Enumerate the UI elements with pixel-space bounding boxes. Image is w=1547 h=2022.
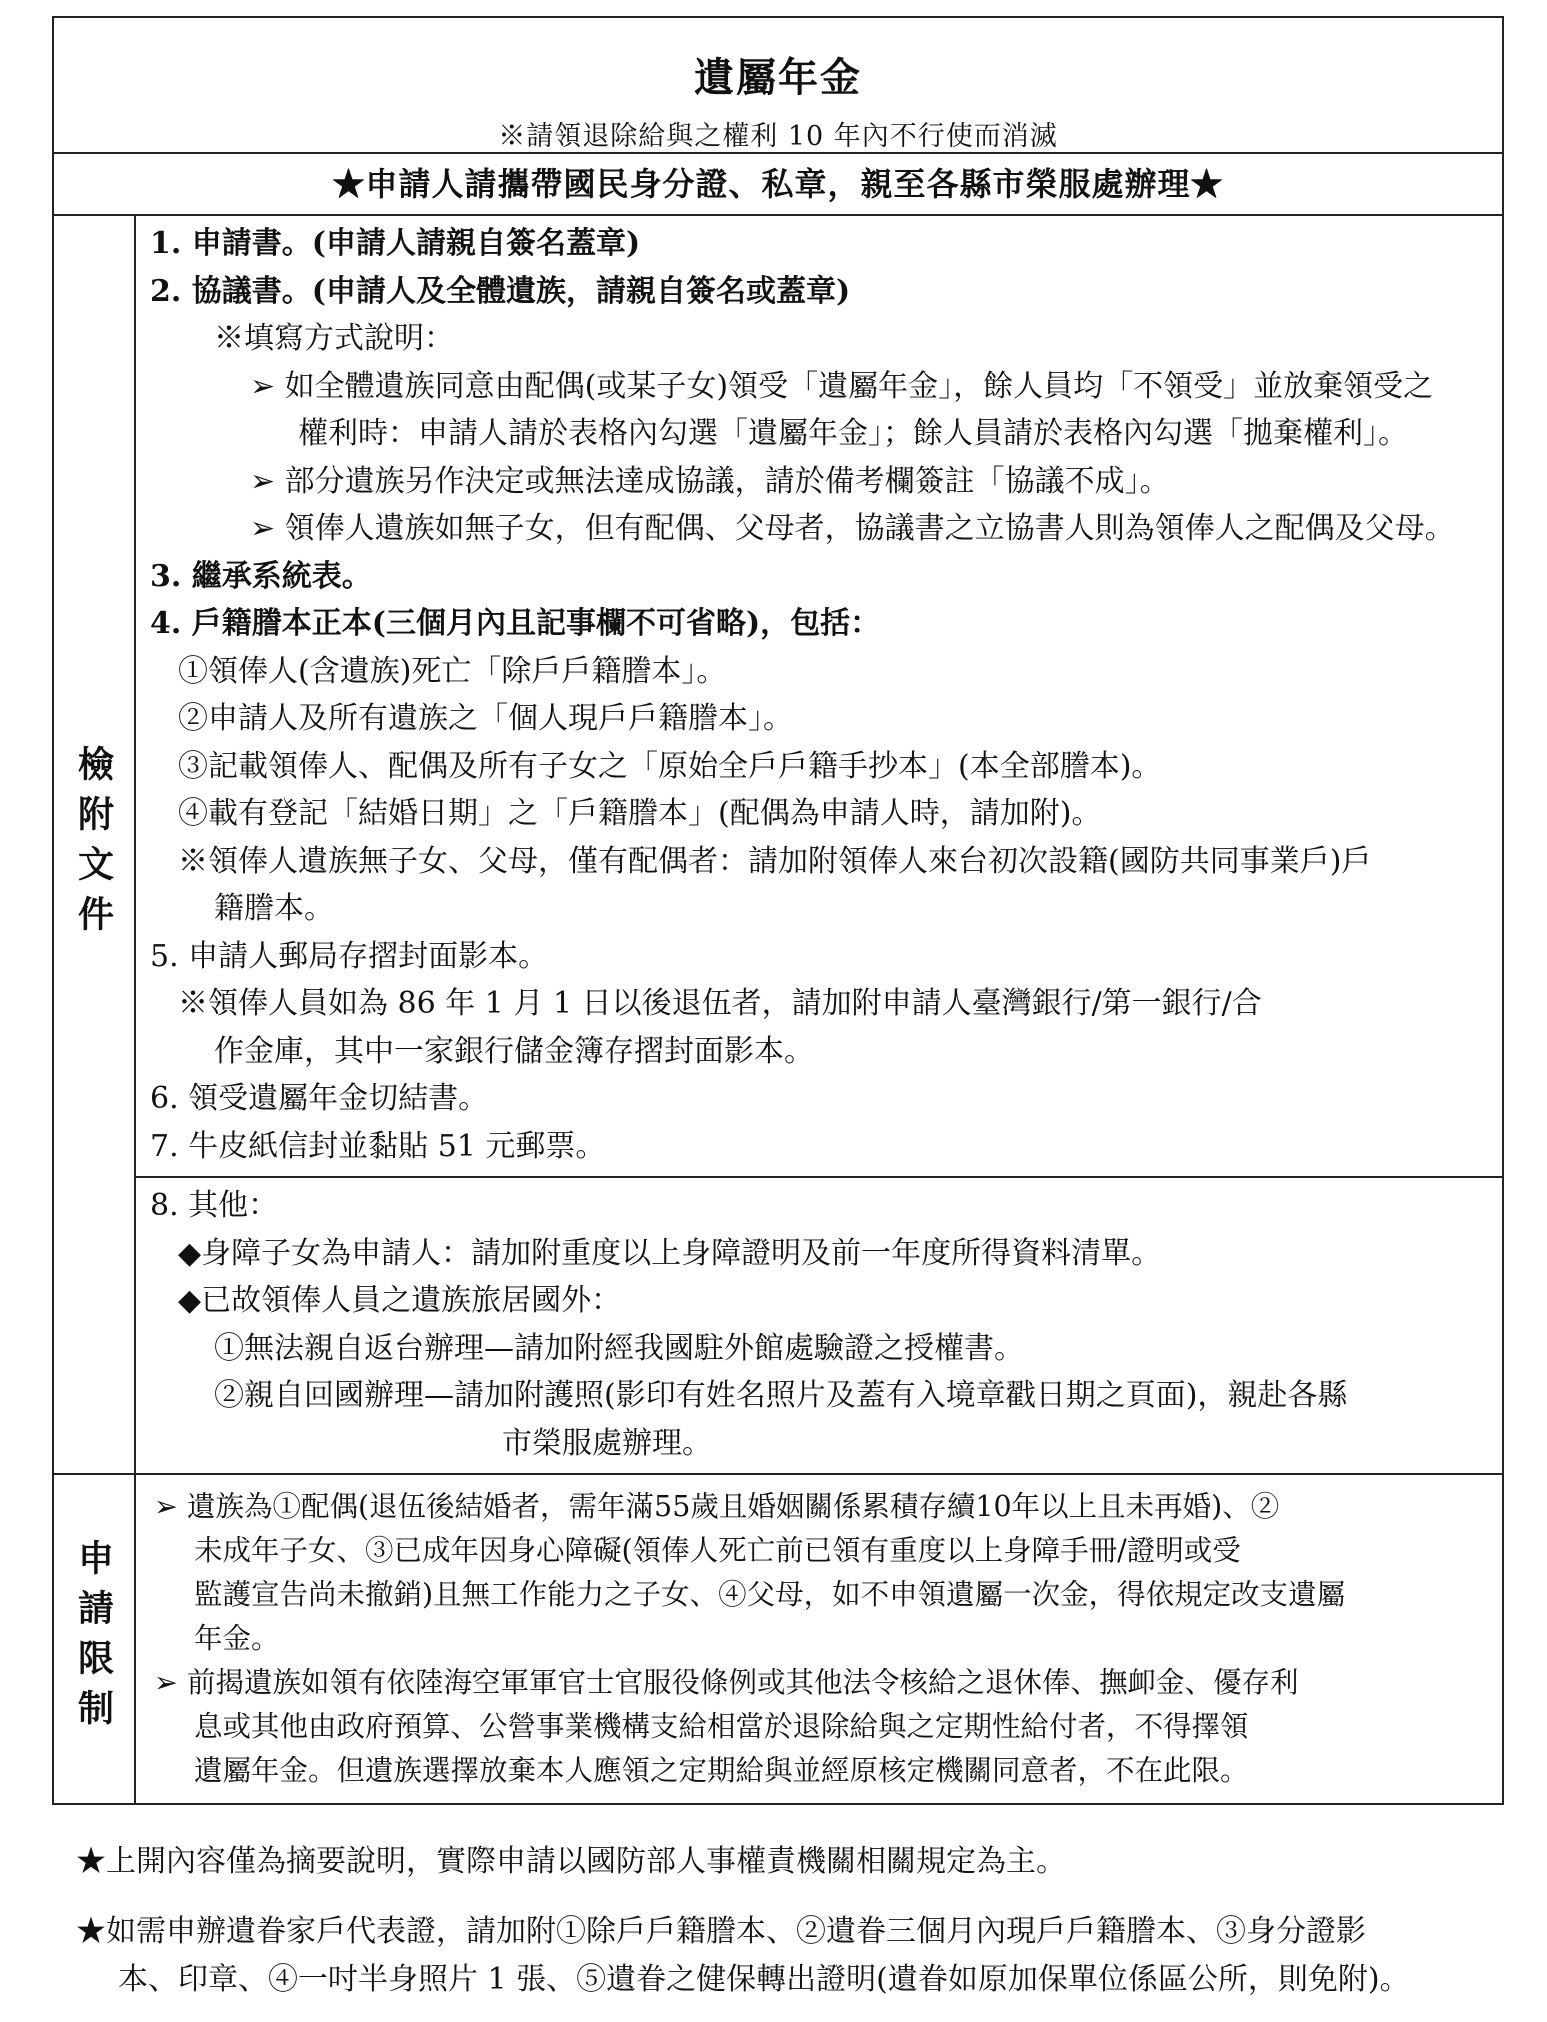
- restriction-2: ➢ 前揭遺族如領有依陸海空軍軍官士官服役條例或其他法令核給之退休俸、撫卹金、優存利: [154, 1666, 1299, 1699]
- fill-guide-bullet-1-cont: 權利時：申請人請於表格內勾選「遺屬年金」；餘人員請於表格內勾選「拋棄權利」。: [298, 416, 1408, 451]
- footer-notes: [76, 1838, 1516, 2004]
- doc-item-4-note: ※領俸人遺族無子女、父母，僅有配偶者：請加附領俸人來台初次設籍(國防共同事業戶)戶: [178, 843, 1372, 879]
- doc-item-5-note: ※領俸人員如為 86 年 1 月 1 日以後退伍者，請加附申請人臺灣銀行/第一銀行/合: [178, 986, 1262, 1021]
- other-sub-1: ①無法親自返台辦理—請加附經我國駐外館處驗證之授權書。: [214, 1330, 1024, 1366]
- restriction-1: ➢ 遺族為①配偶(退伍後結婚者，需年滿55歲且婚姻關係累積存續10年以上且未再婚)、②: [154, 1490, 1280, 1523]
- doc-item-5: 5. 申請人郵局存摺封面影本。: [150, 938, 549, 974]
- other-bullet-1: ◆身障子女為申請人：請加附重度以上身障證明及前一年度所得資料清單。: [178, 1235, 1162, 1271]
- footer-gap: [76, 1886, 1516, 1908]
- restriction-1-cont-a: 未成年子女、③已成年因身心障礙(領俸人死亡前已領有重度以上身障手冊/證明或受: [194, 1534, 1241, 1567]
- documents-label: 檢附文件: [72, 744, 115, 945]
- documents-label-cell: [54, 216, 136, 1473]
- other-bullet-2: ◆已故領俸人員之遺族旅居國外：: [178, 1283, 622, 1318]
- other-sub-2: ②親自回國辦理—請加附護照(影印有姓名照片及蓋有入境章戳日期之頁面)，親赴各縣: [214, 1378, 1348, 1413]
- documents-section: [54, 216, 1502, 1475]
- form-sheet: [52, 16, 1504, 1805]
- restrictions-label: 申請限制: [72, 1539, 115, 1739]
- doc-item-7: 7. 牛皮紙信封並黏貼 51 元郵票。: [150, 1128, 606, 1164]
- restrictions-section: [54, 1475, 1502, 1803]
- fill-guide-bullet-2: ➢ 部分遺族另作決定或無法達成協議，請於備考欄簽註「協議不成」。: [250, 463, 1170, 499]
- fill-guide-bullet-3: ➢ 領俸人遺族如無子女，但有配偶、父母者，協議書之立協書人則為領俸人之配偶及父母。: [250, 511, 1455, 546]
- page-subtitle: ※請領退除給與之權利 10 年內不行使而消滅: [498, 121, 1058, 152]
- documents-content: [136, 216, 1502, 1473]
- restriction-1-cont-c: 年金。: [194, 1622, 280, 1655]
- doc-item-4-sub-3: ③記載領俸人、配偶及所有子女之「原始全戶戶籍手抄本」(本全部謄本)。: [178, 748, 1162, 784]
- footer-note-1: ★上開內容僅為摘要說明，實際申請以國防部人事權責機關相關規定為主。: [76, 1844, 1066, 1879]
- doc-item-6: 6. 領受遺屬年金切結書。: [150, 1081, 489, 1116]
- documents-list: [136, 216, 1502, 1176]
- doc-item-2: 2. 協議書。(申請人及全體遺族，請親自簽名或蓋章): [150, 273, 851, 309]
- page-title: 遺屬年金: [694, 54, 862, 101]
- footer-note-2-cont: 本、印章、④一吋半身照片 1 張、⑤遺眷之健保轉出證明(遺眷如原加保單位係區公所，則免附)。: [118, 1962, 1410, 1997]
- fill-guide-heading: ※填寫方式說明：: [214, 321, 454, 356]
- doc-item-4-sub-1: ①領俸人(含遺族)死亡「除戶戶籍謄本」。: [178, 653, 727, 689]
- doc-item-5-note-cont: 作金庫，其中一家銀行儲金簿存摺封面影本。: [214, 1033, 814, 1069]
- footer-note-2: ★如需申辦遺眷家戶代表證，請加附①除戶戶籍謄本、②遺眷三個月內現戶戶籍謄本、③身分證影: [76, 1914, 1366, 1949]
- title-box: [54, 18, 1502, 154]
- doc-item-1: 1. 申請書。(申請人請親自簽名蓋章): [150, 226, 641, 261]
- doc-item-4: 4. 戶籍謄本正本(三個月內且記事欄不可省略)，包括：: [150, 606, 881, 641]
- doc-item-4-sub-2: ②申請人及所有遺族之「個人現戶戶籍謄本」。: [178, 701, 793, 736]
- documents-other: [136, 1176, 1502, 1473]
- restriction-2-cont-a: 息或其他由政府預算、公營事業機構支給相當於退除給與之定期性給付者，不得擇領: [194, 1710, 1249, 1743]
- restrictions-list: [136, 1475, 1502, 1803]
- doc-item-4-note-cont: 籍謄本。: [214, 891, 334, 926]
- doc-item-3: 3. 繼承系統表。: [150, 558, 372, 594]
- doc-item-4-sub-4: ④載有登記「結婚日期」之「戶籍謄本」(配偶為申請人時，請加附)。: [178, 796, 1102, 831]
- restrictions-content: [136, 1475, 1502, 1803]
- restriction-1-cont-b: 監護宣告尚未撤銷)且無工作能力之子女、④父母，如不申領遺屬一次金，得依規定改支遺屬: [194, 1578, 1346, 1611]
- instruction-banner: ★申請人請攜帶國民身分證、私章，親至各縣市榮服處辦理★: [54, 154, 1502, 216]
- other-sub-2-cont: 市榮服處辦理。: [502, 1425, 712, 1461]
- restrictions-label-cell: [54, 1475, 136, 1803]
- restriction-2-cont-b: 遺屬年金。但遺族選擇放棄本人應領之定期給與並經原核定機關同意者，不在此限。: [194, 1754, 1249, 1787]
- fill-guide-bullet-1: ➢ 如全體遺族同意由配偶(或某子女)領受「遺屬年金」，餘人員均「不領受」並放棄領受之: [250, 368, 1434, 404]
- doc-item-8: 8. 其他：: [150, 1188, 279, 1223]
